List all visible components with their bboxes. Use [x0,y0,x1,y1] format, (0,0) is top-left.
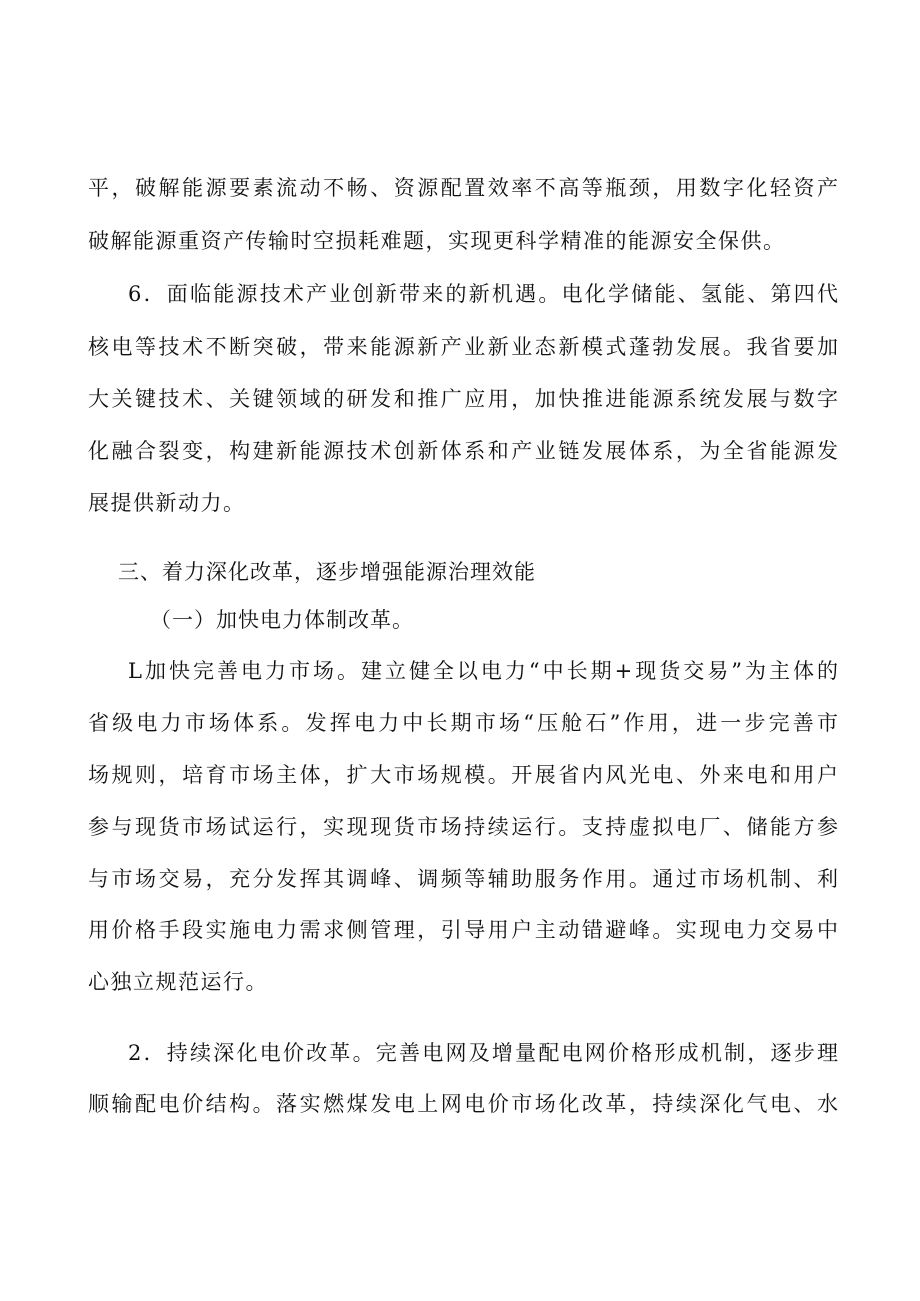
subsection-heading: （一）加快电力体制改革。 [150,608,414,632]
paragraph-line: 6．面临能源技术产业创新带来的新机遇。电化学储能、氢能、第四代 [128,282,838,306]
paragraph-line: L加快完善电力市场。建立健全以电力“中长期+现货交易”为主体的 [128,659,838,683]
paragraph-line: 用价格手段实施电力需求侧管理，引导用户主动错避峰。实现电力交易中 [88,918,838,942]
paragraph-line: 破解能源重资产传输时空损耗难题，实现更科学精准的能源安全保供。 [88,229,786,253]
paragraph-line: 大关键技术、关键领域的研发和推广应用，加快推进能源系统发展与数字 [88,387,838,411]
paragraph-line: 核电等技术不断突破，带来能源新产业新业态新模式蓬勃发展。我省要加 [88,335,838,359]
paragraph-line: 场规则，培育市场主体，扩大市场规模。开展省内风光电、外来电和用户 [88,763,838,787]
paragraph-line: 参与现货市场试运行，实现现货市场持续运行。支持虚拟电厂、储能方参 [88,815,838,839]
paragraph-line: 与市场交易，充分发挥其调峰、调频等辅助服务作用。通过市场机制、利 [88,867,838,891]
paragraph-line: 2．持续深化电价改革。完善电网及增量配电网价格形成机制，逐步理 [128,1041,838,1065]
paragraph-line: 心独立规范运行。 [88,970,268,994]
paragraph-line: 化融合裂变，构建新能源技术创新体系和产业链发展体系，为全省能源发 [88,439,838,463]
section-heading: 三、着力深化改革，逐步增强能源治理效能 [118,560,536,584]
paragraph-line: 顺输配电价结构。落实燃煤发电上网电价市场化改革，持续深化气电、水 [88,1092,838,1116]
paragraph-line: 平，破解能源要素流动不畅、资源配置效率不高等瓶颈，用数字化轻资产 [88,176,838,200]
paragraph-line: 展提供新动力。 [88,491,246,515]
paragraph-line: 省级电力市场体系。发挥电力中长期市场“压舱石”作用，进一步完善市 [88,711,838,735]
